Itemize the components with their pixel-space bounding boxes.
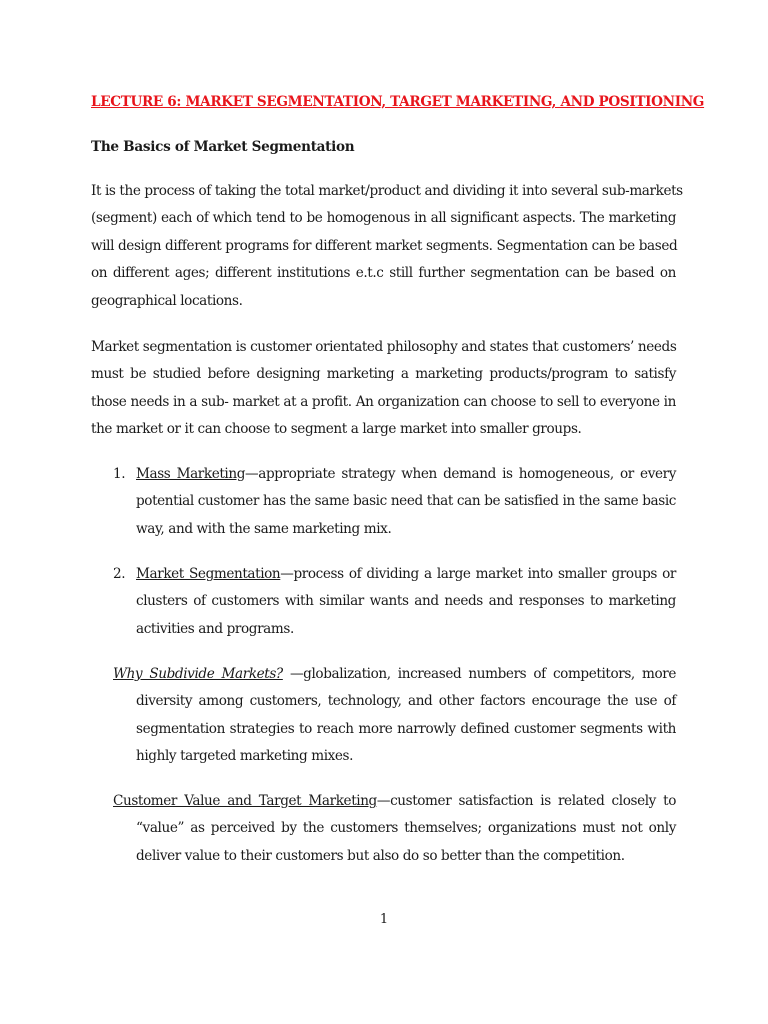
paragraph-line: “value” as perceived by the customers themselves; organizations must not only (136, 820, 676, 837)
paragraph-line: It is the process of taking the total market/product and dividing it into several sub-markets (91, 183, 683, 199)
paragraph-line: those needs in a sub- market at a profit. An organization can choose to sell to everyone in (91, 393, 676, 410)
list-item-text: —appropriate strategy when demand is homogeneous, or every (245, 466, 676, 482)
paragraph-line (113, 661, 676, 688)
paragraph-line: Market segmentation is customer orientated philosophy and states that customers’ needs (91, 339, 677, 355)
paragraph-line (113, 788, 676, 815)
list-number: 2. (113, 566, 126, 582)
list-number: 1. (113, 466, 126, 482)
paragraph-line: must be studied before designing marketing a marketing products/program to satisfy (91, 366, 676, 383)
paragraph-1 (91, 178, 683, 315)
paragraph-line: (segment) each of which tend to be homogenous in all significant aspects. The marketing (91, 210, 676, 227)
list-item-term: Market Segmentation (136, 566, 281, 582)
paragraph-text: —globalization, increased numbers of competitors, more (282, 666, 676, 682)
page-title: LECTURE 6: MARKET SEGMENTATION, TARGET MARKETING, AND POSITIONING (91, 94, 705, 110)
why-subdivide-term: Why Subdivide Markets? (113, 666, 283, 682)
paragraph-line: highly targeted marketing mixes. (136, 748, 354, 765)
paragraph-line: segmentation strategies to reach more narrowly defined customer segments with (136, 720, 676, 737)
list-item-line: activities and programs. (136, 620, 294, 637)
paragraph-line: on different ages; different institutions e.t.c still further segmentation can be based on (91, 265, 676, 282)
paragraph-line: deliver value to their customers but also do so better than the competition. (136, 847, 625, 864)
list-item-line: potential customer has the same basic need that can be satisfied in the same basic (136, 493, 676, 510)
list-item-text: —process of dividing a large market into smaller groups or (280, 566, 676, 582)
list-item-line (136, 461, 676, 488)
paragraph-line: will design different programs for different market segments. Segmentation can be based (91, 237, 678, 254)
customer-value-paragraph (113, 788, 676, 870)
list-item-term: Mass Marketing (136, 466, 246, 482)
list-item-line: clusters of customers with similar wants and needs and responses to marketing (136, 593, 676, 610)
page-number: 1 (379, 912, 389, 927)
list-item-line (136, 561, 676, 588)
paragraph-2 (91, 334, 676, 444)
list-item-body (136, 561, 676, 643)
paragraph-text: —customer satisfaction is related closely to (376, 793, 676, 809)
section-heading: The Basics of Market Segmentation (91, 139, 355, 155)
list-item-body (136, 461, 676, 543)
why-subdivide-paragraph (113, 661, 676, 771)
list-item-line: way, and with the same marketing mix. (136, 520, 392, 537)
paragraph-line: geographical locations. (91, 292, 243, 309)
paragraph-line: the market or it can choose to segment a large market into smaller groups. (91, 421, 582, 438)
paragraph-line: diversity among customers, technology, and other factors encourage the use of (136, 693, 676, 710)
customer-value-term: Customer Value and Target Marketing (113, 793, 377, 809)
